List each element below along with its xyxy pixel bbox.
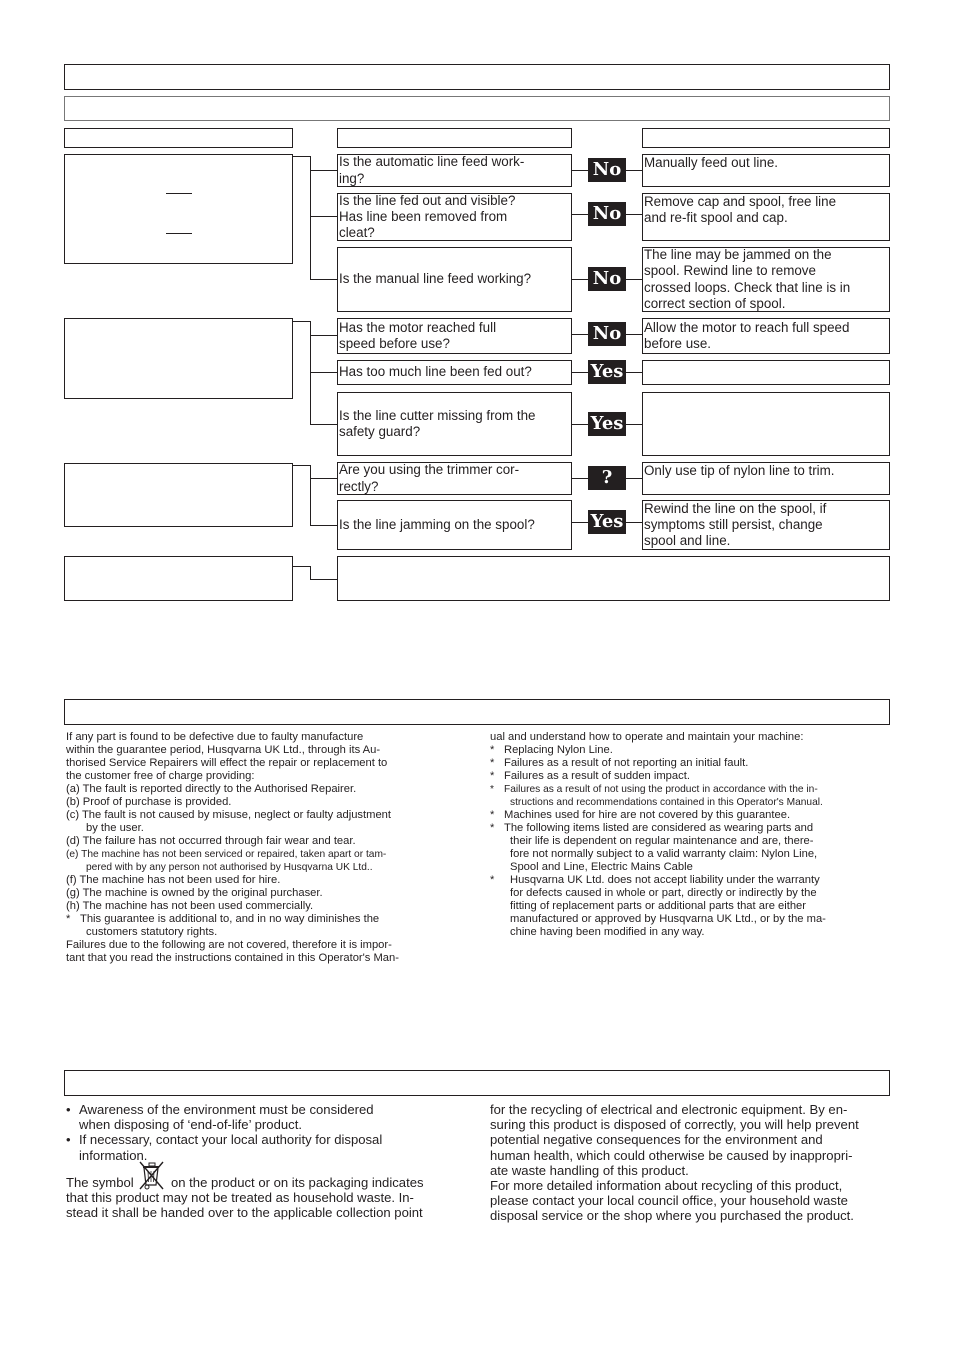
- column-header-remedy: [642, 128, 890, 148]
- remedy-line: and re-fit spool and cap.: [644, 210, 788, 226]
- remedy-line: The line may be jammed on the: [644, 246, 832, 262]
- environment-bullet: [66, 1132, 466, 1162]
- connector: [293, 465, 310, 466]
- guarantee-line: Spool and Line, Electric Mains Cable: [510, 861, 693, 873]
- remedy-line: Manually feed out line.: [644, 155, 778, 170]
- fault-box-3: [64, 463, 293, 527]
- answer-badge-no: No: [588, 158, 626, 182]
- remedy-box-8: [642, 500, 890, 550]
- guarantee-line: * Machines used for hire are not covered by this guarantee.: [490, 809, 890, 822]
- remedy-line: crossed loops. Check that line is in: [644, 279, 851, 295]
- question-box-7: [337, 462, 572, 495]
- connector: [310, 424, 337, 425]
- guarantee-line: customers statutory rights.: [86, 926, 218, 938]
- remedy-line: spool. Rewind line to remove: [644, 263, 816, 279]
- connector: [310, 170, 337, 171]
- guarantee-line: chine having been modified in any way.: [510, 926, 705, 938]
- guarantee-line: (g) The machine is owned by the original purchaser.: [66, 887, 323, 899]
- connector: [310, 279, 337, 280]
- question-line: Is the manual line feed working?: [339, 271, 532, 287]
- connector: [293, 321, 310, 322]
- remedy-box-6: [642, 392, 890, 456]
- remedy-line: Rewind the line on the spool, if: [644, 500, 827, 516]
- guarantee-line: Failures due to the following are not covered, therefore it is impor-: [66, 939, 392, 951]
- guarantee-line: * Failures as a result of not using the product in accordance with the in-: [490, 783, 890, 796]
- remedy-line: symptoms still persist, change: [644, 516, 823, 532]
- environment-line: when disposing of ‘end-of-life’ product.: [79, 1117, 302, 1133]
- question-line: Is the line cutter missing from the: [339, 407, 536, 423]
- wheelie-bin-icon: [137, 1176, 167, 1190]
- guarantee-line: * Replacing Nylon Line.: [490, 744, 890, 757]
- guarantee-line: * This guarantee is additional to, and in no way diminishes the: [66, 913, 466, 926]
- fault-underline-1: [166, 193, 192, 194]
- guarantee-line: within the guarantee period, Husqvarna UK Ltd., through its Au-: [66, 744, 381, 756]
- guarantee-line: structions and recommendations contained in this Operator's Manual.: [510, 797, 823, 808]
- environment-title-bar: [64, 1070, 890, 1096]
- remedy-line: correct section of spool.: [644, 295, 786, 311]
- remedy-line: Only use tip of nylon line to trim.: [644, 463, 835, 478]
- answer-badge-no: No: [588, 202, 626, 226]
- guarantee-line: manufactured or approved by Husqvarna UK Ltd., or by the ma-: [510, 913, 826, 925]
- guarantee-line: (e) The machine has not been serviced or repaired, taken apart or tam-: [66, 849, 387, 860]
- connector: [310, 156, 311, 279]
- remedy-line: Remove cap and spool, free line: [644, 194, 837, 209]
- guarantee-line: for defects caused in whole or part, directly or indirectly by the: [510, 887, 817, 899]
- question-box-6: [337, 392, 572, 456]
- remedy-box-7: [642, 462, 890, 495]
- answer-badge-question: ?: [588, 466, 626, 490]
- environment-symbol-before: The symbol: [66, 1174, 134, 1190]
- answer-badge-yes: Yes: [588, 412, 626, 436]
- environment-line: human health, which could otherwise be caused by inappropri-: [490, 1147, 853, 1163]
- environment-symbol-after: on the product or on its packaging indicates: [170, 1174, 424, 1190]
- environment-line: please contact your local council office, your household waste: [490, 1193, 848, 1209]
- question-line: Has line been removed from: [339, 208, 508, 224]
- connector: [310, 566, 311, 579]
- guarantee-line: (c) The fault is not caused by misuse, neglect or faulty adjustment: [66, 809, 392, 821]
- guarantee-line: If any part is found to be defective due to faulty manufacture: [66, 731, 364, 743]
- guarantee-line: fore not normally subject to a valid warranty claim: Nylon Line,: [510, 848, 818, 860]
- connector: [310, 525, 337, 526]
- guarantee-line: pered with by any person not authorised by Husqvarna UK Ltd..: [86, 862, 373, 873]
- fault-box-1: [64, 154, 293, 264]
- column-header-fault: [64, 128, 293, 148]
- guarantee-line: (f) The machine has not been used for hire.: [66, 874, 281, 886]
- connector: [293, 156, 310, 157]
- guarantee-line: * Failures as a result of not reporting an initial fault.: [490, 757, 890, 770]
- question-line: Has the motor reached full: [339, 319, 497, 335]
- connector: [310, 335, 337, 336]
- environment-line: information.: [79, 1147, 148, 1163]
- connector: [310, 216, 337, 217]
- question-line: ing?: [339, 170, 365, 186]
- environment-line: suring this product is disposed of correctly, you will help prevent: [490, 1117, 859, 1133]
- question-line: Are you using the trimmer cor-: [339, 462, 520, 478]
- answer-badge-no: No: [588, 267, 626, 291]
- connector: [310, 465, 311, 525]
- guarantee-left-column: [66, 731, 466, 965]
- guarantee-title-bar: [64, 699, 890, 725]
- troubleshooting-subtitle-bar: [64, 96, 890, 121]
- remedy-line: Allow the motor to reach full speed: [644, 319, 850, 335]
- question-line: safety guard?: [339, 424, 421, 439]
- question-box-8: [337, 500, 572, 550]
- guarantee-line: fitting of replacement parts or additional parts that are either: [510, 900, 807, 912]
- remedy-box-3: [642, 247, 890, 312]
- guarantee-line: Husqvarna UK Ltd. does not accept liability under the warranty: [510, 874, 820, 886]
- environment-line: stead it shall be handed over to the applicable collection point: [66, 1205, 423, 1221]
- guarantee-line: tant that you read the instructions contained in this Operator's Man-: [66, 952, 399, 964]
- question-box-wide: [337, 556, 890, 601]
- question-box-3: [337, 247, 572, 312]
- question-line: Has too much line been fed out?: [339, 364, 532, 380]
- answer-badge-yes: Yes: [588, 360, 626, 384]
- fault-box-4: [64, 556, 293, 601]
- environment-bullet: [66, 1102, 466, 1132]
- question-box-4: [337, 318, 572, 354]
- question-line: Is the automatic line feed work-: [339, 154, 525, 170]
- remedy-box-5: [642, 360, 890, 385]
- question-line: cleat?: [339, 225, 375, 241]
- environment-right-column: [490, 1102, 890, 1224]
- environment-line: ate waste handling of this product.: [490, 1162, 689, 1178]
- guarantee-line: (d) The failure has not occurred through fair wear and tear.: [66, 835, 356, 847]
- question-box-1: [337, 154, 572, 187]
- connector: [293, 566, 310, 567]
- troubleshooting-title-bar: [64, 64, 890, 90]
- environment-line: for the recycling of electrical and electronic equipment. By en-: [490, 1102, 848, 1117]
- environment-symbol-line: [66, 1175, 466, 1190]
- guarantee-line: (a) The fault is reported directly to the Authorised Repairer.: [66, 783, 357, 795]
- connector: [310, 579, 337, 580]
- environment-line: • Awareness of the environment must be considered: [79, 1102, 374, 1117]
- environment-line: For more detailed information about recycling of this product,: [490, 1178, 843, 1194]
- fault-box-2: [64, 318, 293, 399]
- guarantee-line: * Failures as a result of sudden impact.: [490, 770, 890, 783]
- connector: [310, 372, 337, 373]
- environment-left-column: [66, 1102, 466, 1220]
- remedy-box-1: [642, 154, 890, 187]
- guarantee-line: ual and understand how to operate and maintain your machine:: [490, 731, 804, 743]
- question-line: Is the line fed out and visible?: [339, 192, 516, 208]
- environment-line: • If necessary, contact your local authority for disposal: [79, 1132, 383, 1148]
- column-header-cause: [337, 128, 572, 148]
- environment-line: that this product may not be treated as household waste. In-: [66, 1190, 414, 1206]
- question-line: rectly?: [339, 478, 379, 494]
- guarantee-right-column: [490, 731, 890, 939]
- environment-line: disposal service or the shop where you purchased the product.: [490, 1208, 854, 1224]
- guarantee-line: * The following items listed are considered as wearing parts and: [490, 822, 890, 835]
- answer-badge-no: No: [588, 322, 626, 346]
- answer-badge-yes: Yes: [588, 510, 626, 534]
- environment-line: potential negative consequences for the environment and: [490, 1132, 823, 1148]
- question-box-2: [337, 193, 572, 241]
- guarantee-line: their life is dependent on regular maintenance and are, there-: [510, 835, 814, 847]
- fault-underline-2: [166, 233, 192, 234]
- question-box-5: [337, 360, 572, 385]
- question-line: Is the line jamming on the spool?: [339, 516, 535, 532]
- guarantee-line: the customer free of charge providing:: [66, 770, 255, 782]
- connector: [310, 478, 337, 479]
- guarantee-line: (h) The machine has not been used commercially.: [66, 900, 314, 912]
- question-line: speed before use?: [339, 336, 450, 351]
- guarantee-line: by the user.: [86, 822, 144, 834]
- remedy-line: before use.: [644, 336, 711, 351]
- remedy-box-2: [642, 193, 890, 241]
- guarantee-line: thorised Service Repairers will effect the repair or replacement to: [66, 757, 388, 769]
- guarantee-line: (b) Proof of purchase is provided.: [66, 796, 232, 808]
- remedy-box-4: [642, 318, 890, 354]
- remedy-line: spool and line.: [644, 533, 731, 549]
